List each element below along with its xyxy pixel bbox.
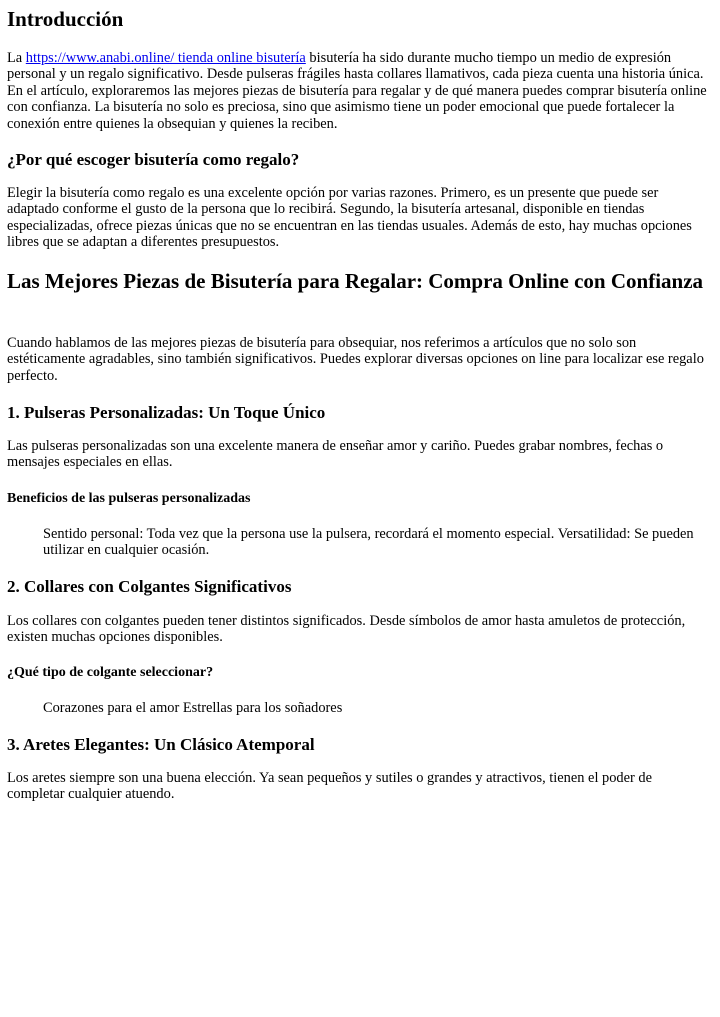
bracelets-heading: 1. Pulseras Personalizadas: Un Toque Único [7, 403, 326, 422]
pendant-choice-list: Corazones para el amor Estrellas para los soñadores [43, 700, 343, 716]
store-link[interactable]: https://www.anabi.online/ tienda online bisutería [25, 50, 306, 66]
bracelets-benefits-list: Sentido personal: Toda vez que la persona use la pulsera, recordará el momento especial. Versatilidad: Se pueden utilizar en cualquier ocasión. [43, 526, 694, 559]
necklaces-heading: 2. Collares con Colgantes Significativos [7, 577, 292, 596]
intro-lead: La [7, 50, 26, 66]
earrings-paragraph: Los aretes siempre son una buena elección. Ya sean pequeños y sutiles o grandes y atractivos, tienen el poder de completar cualquier atuendo. [7, 770, 652, 803]
intro-paragraph [7, 50, 713, 132]
why-paragraph: Elegir la bisutería como regalo es una excelente opción por varias razones. Primero, es un presente que puede ser adaptado conforme el gusto de la persona que lo recibirá. Segundo, la bisutería artesanal, disponible en tiendas especializadas, ofrece piezas únicas que no se encuentran en las tiendas usuales. Además de esto, hay muchas opciones libres que se adaptan a diferentes presupuestos. [7, 185, 692, 251]
earrings-heading: 3. Aretes Elegantes: Un Clásico Atemporal [7, 735, 315, 754]
best-paragraph: Cuando hablamos de las mejores piezas de bisutería para obsequiar, nos referimos a artículos que no solo son estéticamente agradables, sino también significativos. Puedes explorar diversas opciones on line para localizar ese regalo perfecto. [7, 335, 704, 384]
intro-heading: Introducción [7, 7, 124, 31]
why-heading: ¿Por qué escoger bisutería como regalo? [7, 150, 300, 169]
necklaces-paragraph: Los collares con colgantes pueden tener distintos significados. Desde símbolos de amor hasta amuletos de protección, existen muchas opciones disponibles. [7, 613, 686, 646]
best-heading: Las Mejores Piezas de Bisutería para Regalar: Compra Online con Confianza [7, 269, 704, 293]
pendant-choice-heading: ¿Qué tipo de colgante seleccionar? [7, 665, 214, 680]
bracelets-benefits-heading: Beneficios de las pulseras personalizadas [7, 491, 251, 506]
bracelets-paragraph: Las pulseras personalizadas son una excelente manera de enseñar amor y cariño. Puedes grabar nombres, fechas o mensajes especiales en ellas. [7, 438, 664, 471]
intro-rest: bisutería ha sido durante mucho tiempo un medio de expresión personal y un regalo significativo. Desde pulseras frágiles hasta collares llamativos, cada pieza cuenta una historia única. En el artículo, exploraremos las mejores piezas de bisutería para regalar y de qué manera puedes comprar bisutería online con confianza. La bisutería no solo es preciosa, sino que asimismo tiene un poder emocional que puede fortalecer la conexión entre quienes la obsequian y quienes la reciben. [7, 50, 707, 132]
